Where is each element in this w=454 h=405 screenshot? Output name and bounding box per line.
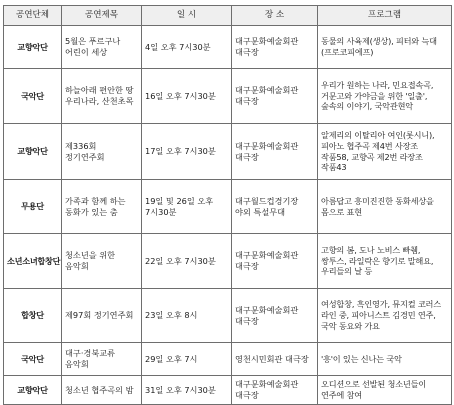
venue-cell: 대구문화예술회관 대극장: [232, 124, 318, 180]
header-row: [4, 6, 452, 26]
table-row: [4, 124, 452, 180]
datetime-cell: 19일 및 26일 오후 7시30분: [142, 180, 232, 234]
header-title: 공연제목: [62, 6, 142, 26]
title-cell: 가족과 함께 하는 동화가 있는 춤: [62, 180, 142, 234]
table-row: [4, 26, 452, 69]
venue-cell: 대구문화예술회관 대극장: [232, 376, 318, 405]
program-cell: 동물의 사육제(생상), 피터와 늑대(프로코피에프): [318, 26, 452, 69]
program-cell: 알제리의 이탈리아 여인(롯시니), 피아노 협주곡 제4번 사장조 작품58, 교향곡 제2번 라장조 작품43: [318, 124, 452, 180]
datetime-cell: 17일 오후 7시30분: [142, 124, 232, 180]
table-row: [4, 343, 452, 376]
performance-schedule-table: [3, 5, 452, 405]
program-cell: 우리가 원하는 나라, 민요접속곡, 거문고와 가야금을 위한 '일출', 숲속의 이야기, 국악관현악: [318, 69, 452, 124]
org-cell: 소년소녀합창단: [4, 234, 62, 289]
title-cell: 5월은 푸르구나 어린이 세상: [62, 26, 142, 69]
venue-cell: 대구문화예술회관 대극장: [232, 234, 318, 289]
title-cell: 대구·경북교류 음악회: [62, 343, 142, 376]
table-row: [4, 69, 452, 124]
program-cell: 오디션으로 선발된 청소년들이 연주에 참여: [318, 376, 452, 405]
header-program: 프로그램: [318, 6, 452, 26]
title-cell: 하늘아래 편안한 땅 우리나라, 산천초목: [62, 69, 142, 124]
org-cell: 합창단: [4, 289, 62, 343]
org-cell: 무용단: [4, 180, 62, 234]
program-cell: 고향의 봄, 도나 노비스 빠췜, 쌍투스, 라일락은 향기로 말해요, 우리들의 날 등: [318, 234, 452, 289]
org-cell: 교향악단: [4, 124, 62, 180]
datetime-cell: 23일 오후 8시: [142, 289, 232, 343]
datetime-cell: 22일 오후 7시30분: [142, 234, 232, 289]
venue-cell: 대구월드컵경기장 야외 특설무대: [232, 180, 318, 234]
datetime-cell: 29일 오후 7시: [142, 343, 232, 376]
org-cell: 국악단: [4, 343, 62, 376]
title-cell: 청소년 협주곡의 밤: [62, 376, 142, 405]
program-cell: 아름답고 흥미진진한 동화세상을 몸으로 표현: [318, 180, 452, 234]
program-cell: '흥'이 있는 신나는 국악: [318, 343, 452, 376]
title-cell: 청소년을 위한 음악회: [62, 234, 142, 289]
title-cell: 제97회 정기연주회: [62, 289, 142, 343]
venue-cell: 영천시민회관 대극장: [232, 343, 318, 376]
table-row: [4, 289, 452, 343]
venue-cell: 대구문화예술회관 대극장: [232, 289, 318, 343]
datetime-cell: 4일 오후 7시30분: [142, 26, 232, 69]
org-cell: 교향악단: [4, 26, 62, 69]
header-org: 공연단체: [4, 6, 62, 26]
venue-cell: 대구문화예술회관 대극장: [232, 69, 318, 124]
title-cell: 제336회 정기연주회: [62, 124, 142, 180]
org-cell: 교향악단: [4, 376, 62, 405]
venue-cell: 대구문화예술회관 대극장: [232, 26, 318, 69]
datetime-cell: 31일 오후 7시30분: [142, 376, 232, 405]
program-cell: 여성합창, 흑인영가, 뮤지컬 코러스 라인 중, 피아니스트 김경민 연주, 국악 동요와 가요: [318, 289, 452, 343]
header-datetime: 일 시: [142, 6, 232, 26]
datetime-cell: 16일 오후 7시30분: [142, 69, 232, 124]
org-cell: 국악단: [4, 69, 62, 124]
table-row: [4, 234, 452, 289]
header-venue: 장 소: [232, 6, 318, 26]
table-row: [4, 180, 452, 234]
table-row: [4, 376, 452, 405]
